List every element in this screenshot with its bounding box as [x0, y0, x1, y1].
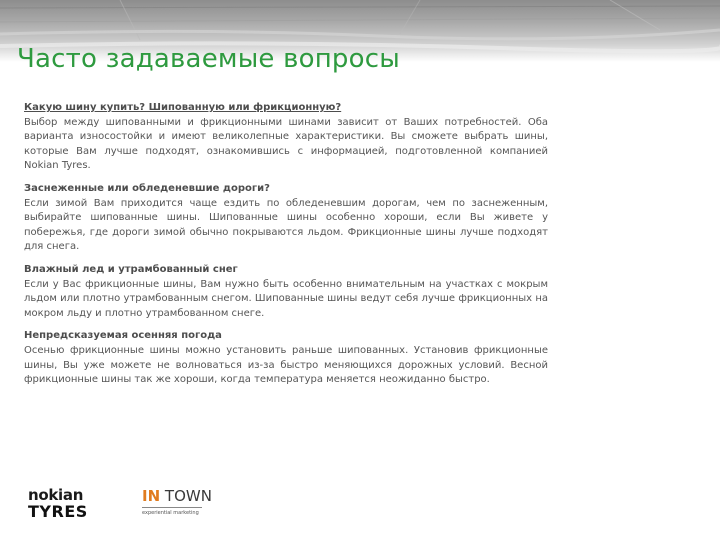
page-title: Часто задаваемые вопросы	[17, 44, 400, 74]
faq-answer: Осенью фрикционные шины можно установить раньше шипованных. Установив фрикционные шины, Вы уже можете не волноваться из-за быстро меняющихся дорожных условий. Весной фрикционные шины так же хороши, когда температура меняется неожиданно быстро.	[24, 344, 548, 386]
faq-answer: Если у Вас фрикционные шины, Вам нужно быть особенно внимательным на участках с мокрым льдом или плотно утрамбованным снегом. Шипованные шины ведут себя лучше фрикционных на мокром льду и плотно утрамбованном снеге.	[24, 278, 548, 319]
faq-answer: Если зимой Вам приходится чаще ездить по обледеневшим дорогам, чем по заснеженным, выбирайте шипованные шины. Шипованные шины особенно хороши, если Вы живете у побережья, где дороги зимой обычно покрываются льдом. Фрикционные шины лучше подходят для снега.	[24, 197, 548, 253]
faq-item	[24, 329, 548, 387]
faq-item	[24, 263, 548, 321]
intown-logo	[142, 488, 222, 520]
faq-question: Какую шину купить? Шипованную или фрикционную?	[24, 102, 342, 113]
intown-logo-town: TOWN	[160, 487, 212, 505]
faq-list	[24, 101, 548, 396]
nokian-tyres-logo	[28, 488, 128, 520]
intown-logo-divider	[142, 507, 202, 508]
faq-question: Непредсказуемая осенняя погода	[24, 330, 222, 342]
faq-question: Заснеженные или обледеневшие дороги?	[24, 182, 270, 194]
intown-logo-tagline: experiential marketing	[142, 510, 199, 516]
nokian-logo-line1: nokian	[28, 486, 84, 504]
faq-question: Влажный лед и утрамбованный снег	[24, 263, 238, 275]
nokian-logo-line2: TYRES	[28, 502, 88, 521]
intown-logo-main	[142, 488, 222, 504]
faq-answer: Выбор между шипованными и фрикционными шинами зависит от Ваших потребностей. Оба варианта износостойки и имеют великолепные характеристики. Вы сможете выбрать шины, которые Вам лучше подходят, ознакомившись с информацией, подготовленной компанией Nokian Tyres.	[24, 116, 548, 172]
faq-item	[24, 182, 548, 255]
faq-item	[24, 101, 548, 174]
intown-logo-in: IN	[142, 487, 161, 505]
